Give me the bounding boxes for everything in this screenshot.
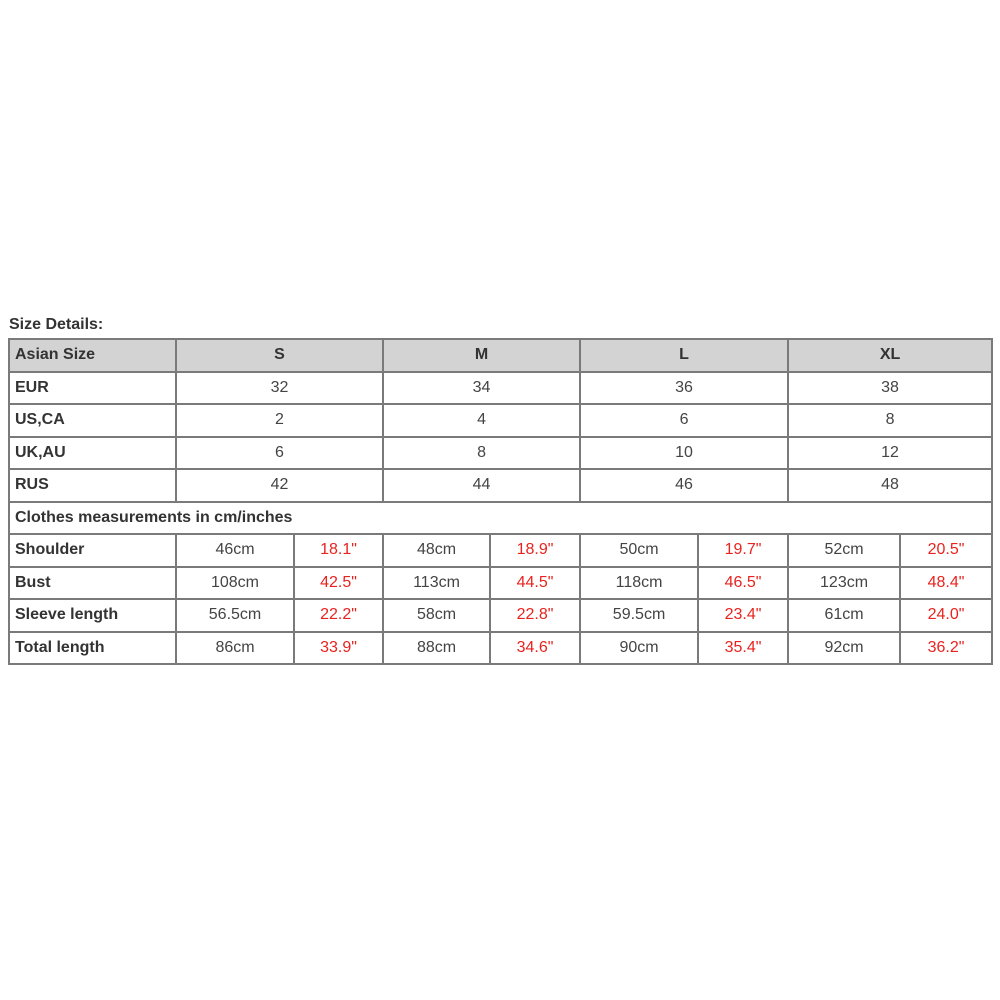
inch-cell: 42.5" bbox=[294, 567, 383, 600]
table-cell: 32 bbox=[176, 372, 383, 405]
inch-cell: 35.4" bbox=[698, 632, 788, 665]
table-cell: 38 bbox=[788, 372, 992, 405]
size-header-xl: XL bbox=[788, 339, 992, 372]
inch-cell: 19.7" bbox=[698, 534, 788, 567]
inch-cell: 23.4" bbox=[698, 599, 788, 632]
table-cell: 34 bbox=[383, 372, 580, 405]
table-cell: 10 bbox=[580, 437, 788, 470]
size-header-m: M bbox=[383, 339, 580, 372]
size-header-l: L bbox=[580, 339, 788, 372]
row-label: Total length bbox=[9, 632, 176, 665]
cm-cell: 50cm bbox=[580, 534, 698, 567]
asian-size-label: Asian Size bbox=[9, 339, 176, 372]
table-cell: 12 bbox=[788, 437, 992, 470]
row-label: EUR bbox=[9, 372, 176, 405]
row-label: Bust bbox=[9, 567, 176, 600]
cm-cell: 86cm bbox=[176, 632, 294, 665]
table-cell: 8 bbox=[788, 404, 992, 437]
row-label: UK,AU bbox=[9, 437, 176, 470]
inch-cell: 36.2" bbox=[900, 632, 992, 665]
inch-cell: 18.9" bbox=[490, 534, 580, 567]
cm-cell: 92cm bbox=[788, 632, 900, 665]
inch-cell: 44.5" bbox=[490, 567, 580, 600]
cm-cell: 48cm bbox=[383, 534, 490, 567]
table-cell: 8 bbox=[383, 437, 580, 470]
measurement-row-shoulder bbox=[9, 534, 992, 567]
inch-cell: 22.2" bbox=[294, 599, 383, 632]
conversion-row-rus bbox=[9, 469, 992, 502]
cm-cell: 108cm bbox=[176, 567, 294, 600]
row-label: Shoulder bbox=[9, 534, 176, 567]
row-label: Sleeve length bbox=[9, 599, 176, 632]
conversion-row-us-ca bbox=[9, 404, 992, 437]
inch-cell: 34.6" bbox=[490, 632, 580, 665]
measurements-title-row bbox=[9, 502, 992, 535]
measurement-row-bust bbox=[9, 567, 992, 600]
inch-cell: 22.8" bbox=[490, 599, 580, 632]
measurement-row-total-length bbox=[9, 632, 992, 665]
table-cell: 48 bbox=[788, 469, 992, 502]
table-cell: 2 bbox=[176, 404, 383, 437]
table-cell: 44 bbox=[383, 469, 580, 502]
cm-cell: 46cm bbox=[176, 534, 294, 567]
measurement-row-sleeve-length bbox=[9, 599, 992, 632]
cm-cell: 123cm bbox=[788, 567, 900, 600]
measurements-title: Clothes measurements in cm/inches bbox=[9, 502, 992, 535]
inch-cell: 33.9" bbox=[294, 632, 383, 665]
size-header-row bbox=[9, 339, 992, 372]
cm-cell: 113cm bbox=[383, 567, 490, 600]
table-cell: 36 bbox=[580, 372, 788, 405]
cm-cell: 58cm bbox=[383, 599, 490, 632]
cm-cell: 118cm bbox=[580, 567, 698, 600]
cm-cell: 90cm bbox=[580, 632, 698, 665]
row-label: RUS bbox=[9, 469, 176, 502]
inch-cell: 46.5" bbox=[698, 567, 788, 600]
inch-cell: 18.1" bbox=[294, 534, 383, 567]
cm-cell: 88cm bbox=[383, 632, 490, 665]
size-chart-table bbox=[8, 338, 993, 665]
size-header-s: S bbox=[176, 339, 383, 372]
cm-cell: 59.5cm bbox=[580, 599, 698, 632]
table-cell: 42 bbox=[176, 469, 383, 502]
conversion-row-eur bbox=[9, 372, 992, 405]
inch-cell: 24.0" bbox=[900, 599, 992, 632]
conversion-row-uk-au bbox=[9, 437, 992, 470]
cm-cell: 61cm bbox=[788, 599, 900, 632]
inch-cell: 48.4" bbox=[900, 567, 992, 600]
row-label: US,CA bbox=[9, 404, 176, 437]
table-cell: 6 bbox=[176, 437, 383, 470]
cm-cell: 52cm bbox=[788, 534, 900, 567]
cm-cell: 56.5cm bbox=[176, 599, 294, 632]
table-cell: 4 bbox=[383, 404, 580, 437]
table-cell: 46 bbox=[580, 469, 788, 502]
table-cell: 6 bbox=[580, 404, 788, 437]
inch-cell: 20.5" bbox=[900, 534, 992, 567]
size-details-heading: Size Details: bbox=[9, 316, 104, 333]
